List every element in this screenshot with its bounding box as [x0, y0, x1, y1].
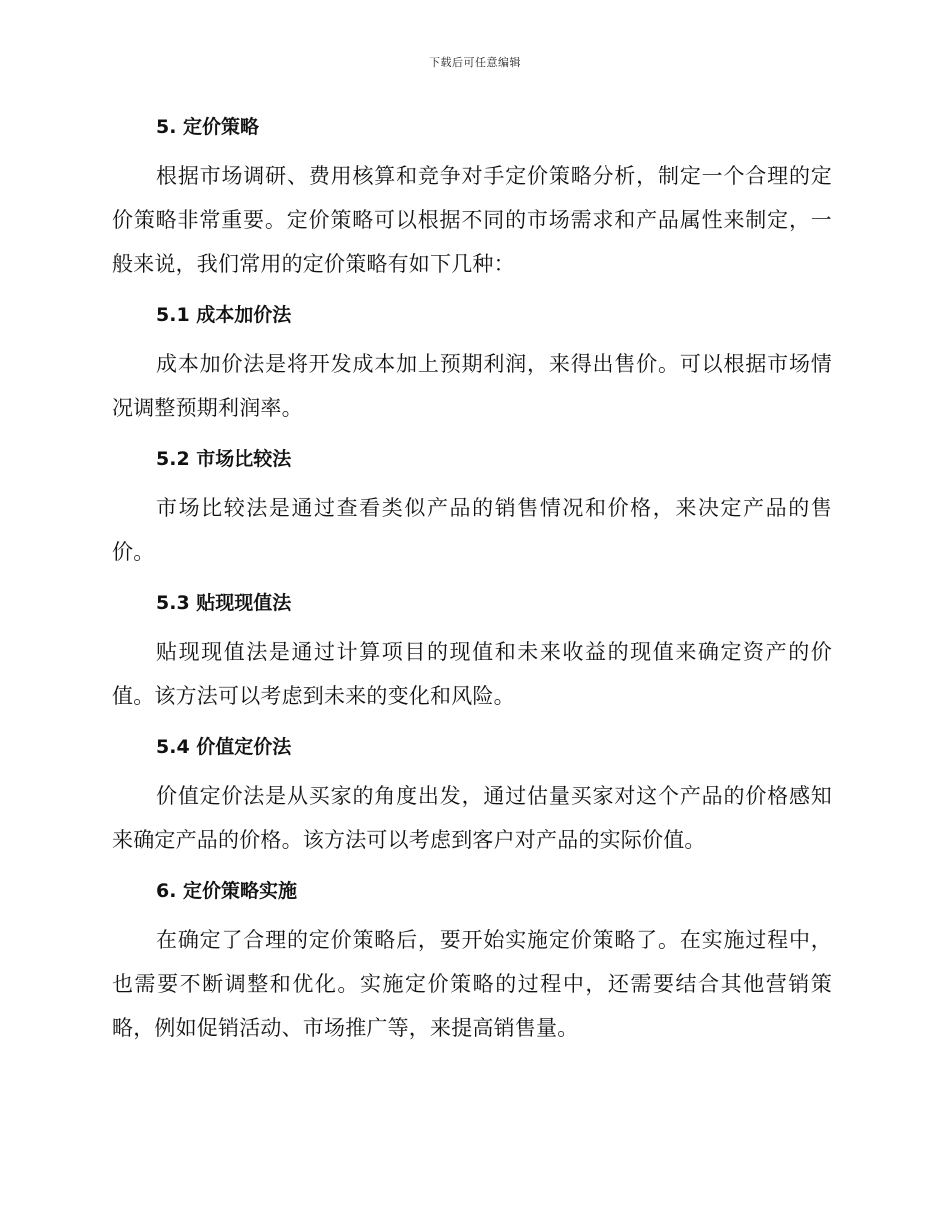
section-heading-implementation: 6. 定价策略实施	[156, 880, 298, 902]
section-paragraph-implementation: 在确定了合理的定价策略后，要开始实施定价策略了。在实施过程中，也需要不断调整和优化。实施定价策略的过程中，还需要结合其他营销策略，例如促销活动、市场推广等，来提高销售量。	[112, 928, 832, 1040]
section-heading-value-pricing: 5.4 价值定价法	[156, 736, 292, 758]
section-heading-discounted-value: 5.3 贴现现值法	[156, 592, 292, 614]
section-paragraph-discounted-value: 贴现现值法是通过计算项目的现值和未来收益的现值来确定资产的价值。该方法可以考虑到未来的变化和风险。	[112, 640, 832, 708]
page-header-note: 下载后可任意编辑	[429, 56, 521, 69]
document-body	[112, 108, 832, 1060]
section-paragraph-market-comparison: 市场比较法是通过查看类似产品的销售情况和价格，来决定产品的售价。	[112, 496, 832, 564]
section-paragraph-cost-plus: 成本加价法是将开发成本加上预期利润，来得出售价。可以根据市场情况调整预期利润率。	[112, 352, 832, 420]
section-heading-pricing-strategy: 5. 定价策略	[156, 116, 260, 138]
section-heading-market-comparison: 5.2 市场比较法	[156, 448, 292, 470]
section-paragraph-pricing-strategy: 根据市场调研、费用核算和竞争对手定价策略分析，制定一个合理的定价策略非常重要。定价策略可以根据不同的市场需求和产品属性来制定，一般来说，我们常用的定价策略有如下几种：	[112, 164, 832, 276]
section-paragraph-value-pricing: 价值定价法是从买家的角度出发，通过估量买家对这个产品的价格感知来确定产品的价格。该方法可以考虑到客户对产品的实际价值。	[112, 784, 832, 852]
section-heading-cost-plus: 5.1 成本加价法	[156, 304, 292, 326]
